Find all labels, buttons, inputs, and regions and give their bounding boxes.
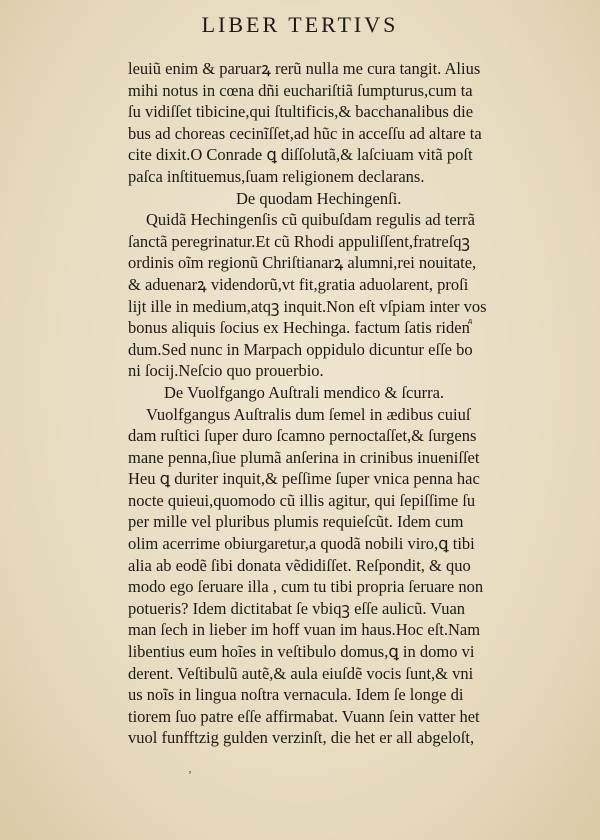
text-line: man ſech in lieber im hoff vuan im haus.Hoc eſt.Nam: [128, 620, 481, 640]
ink-mark: ʼ: [188, 768, 192, 782]
text-line: leuiũ enim & paruarꝝ rerũ nulla me cura tangit. Alius: [128, 59, 481, 78]
text-line: ordinis oĩm regionũ Chriſtianarꝝ alumni,rei nouitate,: [128, 253, 477, 273]
text-line: nocte quieui,quomodo cũ illis agitur, qui ſepiſſime ſu: [128, 490, 476, 510]
text-line: us noĩs in lingua noſtra vernacula. Idem ſe longe di: [128, 685, 464, 705]
text-line: lijt ille in medium,atqꝫ inquit.Non eſt vſpiam inter vos: [128, 296, 487, 316]
text-line: alia ab eodẽ ſibi donata vẽdidiſſet. Reſpondit, & quo: [128, 555, 471, 575]
text-line: potueris? Idem dictitabat ſe vbiqꝫ eſſe aulicũ. Vuan: [128, 598, 466, 618]
text-line: dam ruſtici ſuper duro ſcamno pernoctaſſet,& ſurgens: [128, 426, 477, 446]
text-line: paſca inſtituemus,ſuam religionem declarans.: [128, 166, 425, 186]
text-line: ni ſocij.Neſcio quo prouerbio.: [128, 361, 324, 381]
text-line: cite dixit.O Conrade ꝗ diſſolutã,& laſciuam vitã poſt: [128, 145, 473, 165]
text-line: bonus aliquis ſocius ex Hechinga. factum ſatis ridenⷣ: [128, 318, 470, 338]
text-line: tiorem ſuo patre eſſe affirmabat. Vuann ſein vatter het: [128, 706, 480, 726]
text-line: derent. Veſtibulũ autẽ,& aula eiuſdẽ vocis ſunt,& vni: [128, 663, 474, 683]
text-line: Quidã Hechingenſis cũ quibuſdam regulis ad terrã: [146, 210, 475, 230]
text-line: Vuolfgangus Auſtralis dum ſemel in ædibus cuiuſ: [146, 404, 471, 424]
text-line: modo ego ſeruare illa , cum tu tibi propria ſeruare non: [128, 577, 484, 597]
text-line: mane penna,ſiue plumã anſerina in crinibus inueniſſet: [128, 447, 480, 467]
text-block: [128, 58, 568, 749]
text-line: per mille vel pluribus plumis requieſcũt. Idem cum: [128, 512, 464, 532]
text-line: vuol funfftzig gulden verzinſt, die het er all abgeloſt,: [128, 728, 475, 748]
text-line: Heu ꝗ duriter inquit,& peſſime ſuper vnica penna hac: [128, 469, 480, 489]
text-line: & aduenarꝝ videndorũ,vt fit,gratia aduolarent, proſi: [128, 274, 469, 294]
text-line: olim acerrime obiurgaretur,a quodã nobili viro,ꝗ tibi: [128, 534, 475, 554]
text-line: bus ad choreas cecinĩſſet,ad hũc in acceſſu ad altare ta: [128, 123, 482, 143]
section-heading: De Vuolfgango Auſtrali mendico & ſcurra.: [164, 382, 445, 402]
text-line: ſanctã peregrinatur.Et cũ Rhodi appuliſſent,fratreſqꝫ: [128, 231, 470, 251]
text-line: libentius eum hoĩes in veſtibulo domus,ꝗ in domo vi: [128, 642, 475, 662]
text-line: dum.Sed nunc in Marpach oppidulo dicuntur eſſe bo: [128, 339, 473, 359]
text-line: ſu vidiſſet tibicine,qui ſtultificis,& bacchanalibus die: [128, 102, 474, 122]
section-heading: De quodam Hechingenſi.: [236, 188, 402, 208]
running-title: LIBER TERTIVS: [201, 12, 399, 37]
text-line: mihi notus in cœna dñi euchariſtiã ſumpturus,cum ta: [128, 80, 473, 100]
